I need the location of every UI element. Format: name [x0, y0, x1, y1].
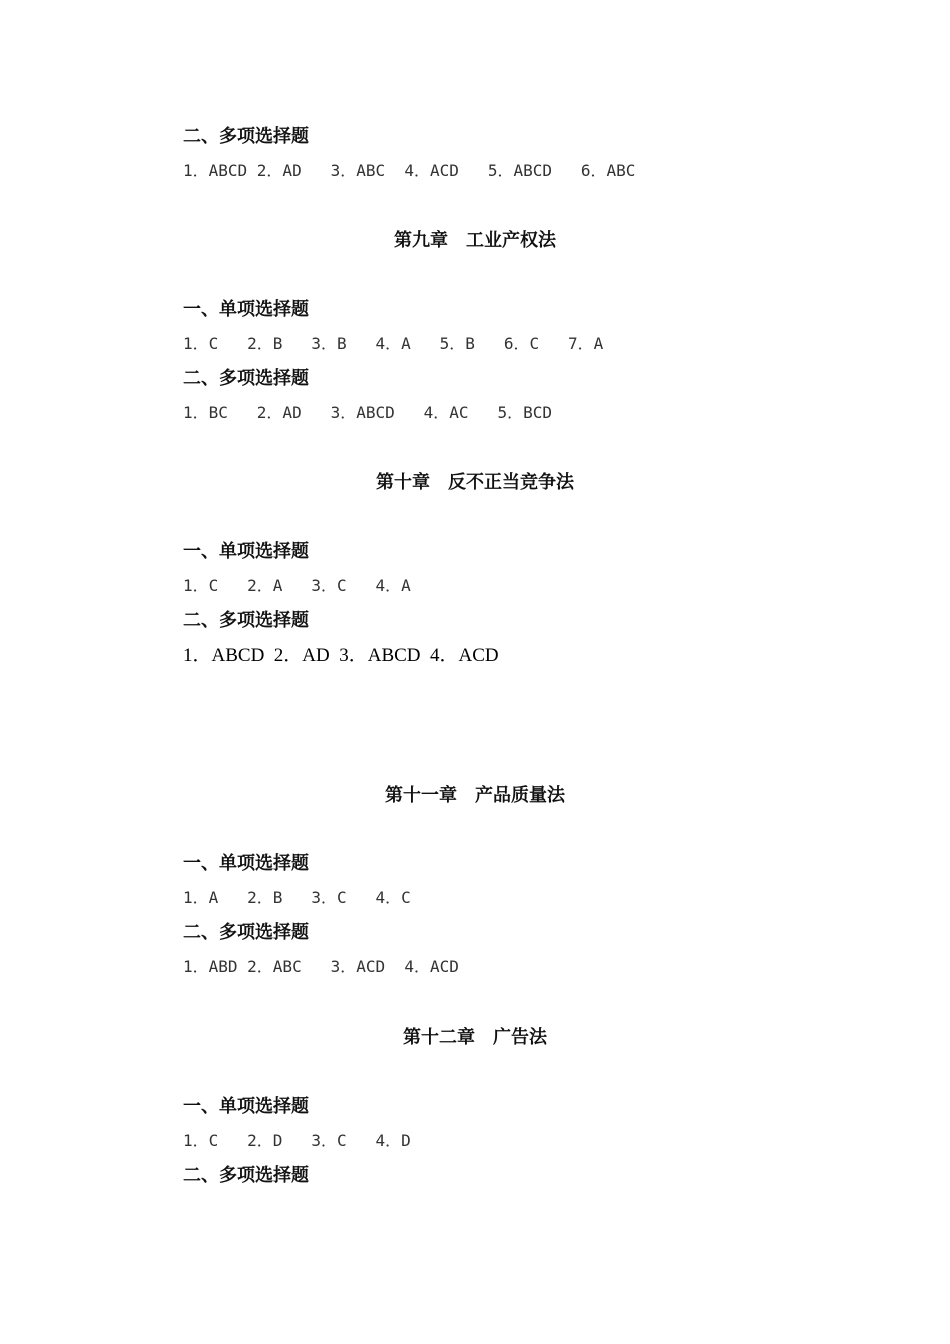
answer-line: 1．ABCD 2．AD 3．ABC 4．ACD 5．ABCD 6．ABC — [183, 161, 636, 180]
section-heading-multi-choice: 二、多项选择题 — [183, 1165, 309, 1186]
answer-line: 1．ABCD 2．AD 3．ABCD 4．ACD — [183, 645, 499, 666]
chapter-title: 第九章 工业产权法 — [394, 230, 556, 251]
chapter-title: 第十一章 产品质量法 — [385, 785, 565, 806]
section-heading-single-choice: 一、单项选择题 — [183, 853, 309, 874]
section-heading-multi-choice: 二、多项选择题 — [183, 368, 309, 389]
answer-line: 1．C 2．A 3．C 4．A — [183, 576, 411, 595]
answer-line: 1．A 2．B 3．C 4．C — [183, 888, 411, 907]
section-heading-multi-choice: 二、多项选择题 — [183, 610, 309, 631]
answer-line: 1．ABD 2．ABC 3．ACD 4．ACD — [183, 957, 459, 976]
section-heading-multi-choice: 二、多项选择题 — [183, 126, 309, 147]
section-heading-multi-choice: 二、多项选择题 — [183, 922, 309, 943]
section-heading-single-choice: 一、单项选择题 — [183, 1096, 309, 1117]
answer-line: 1．C 2．B 3．B 4．A 5．B 6．C 7．A — [183, 334, 604, 353]
answer-line: 1．BC 2．AD 3．ABCD 4．AC 5．BCD — [183, 403, 552, 422]
chapter-title: 第十章 反不正当竞争法 — [376, 472, 574, 493]
chapter-title: 第十二章 广告法 — [403, 1027, 547, 1048]
section-heading-single-choice: 一、单项选择题 — [183, 541, 309, 562]
answer-line: 1．C 2．D 3．C 4．D — [183, 1131, 411, 1150]
section-heading-single-choice: 一、单项选择题 — [183, 299, 309, 320]
